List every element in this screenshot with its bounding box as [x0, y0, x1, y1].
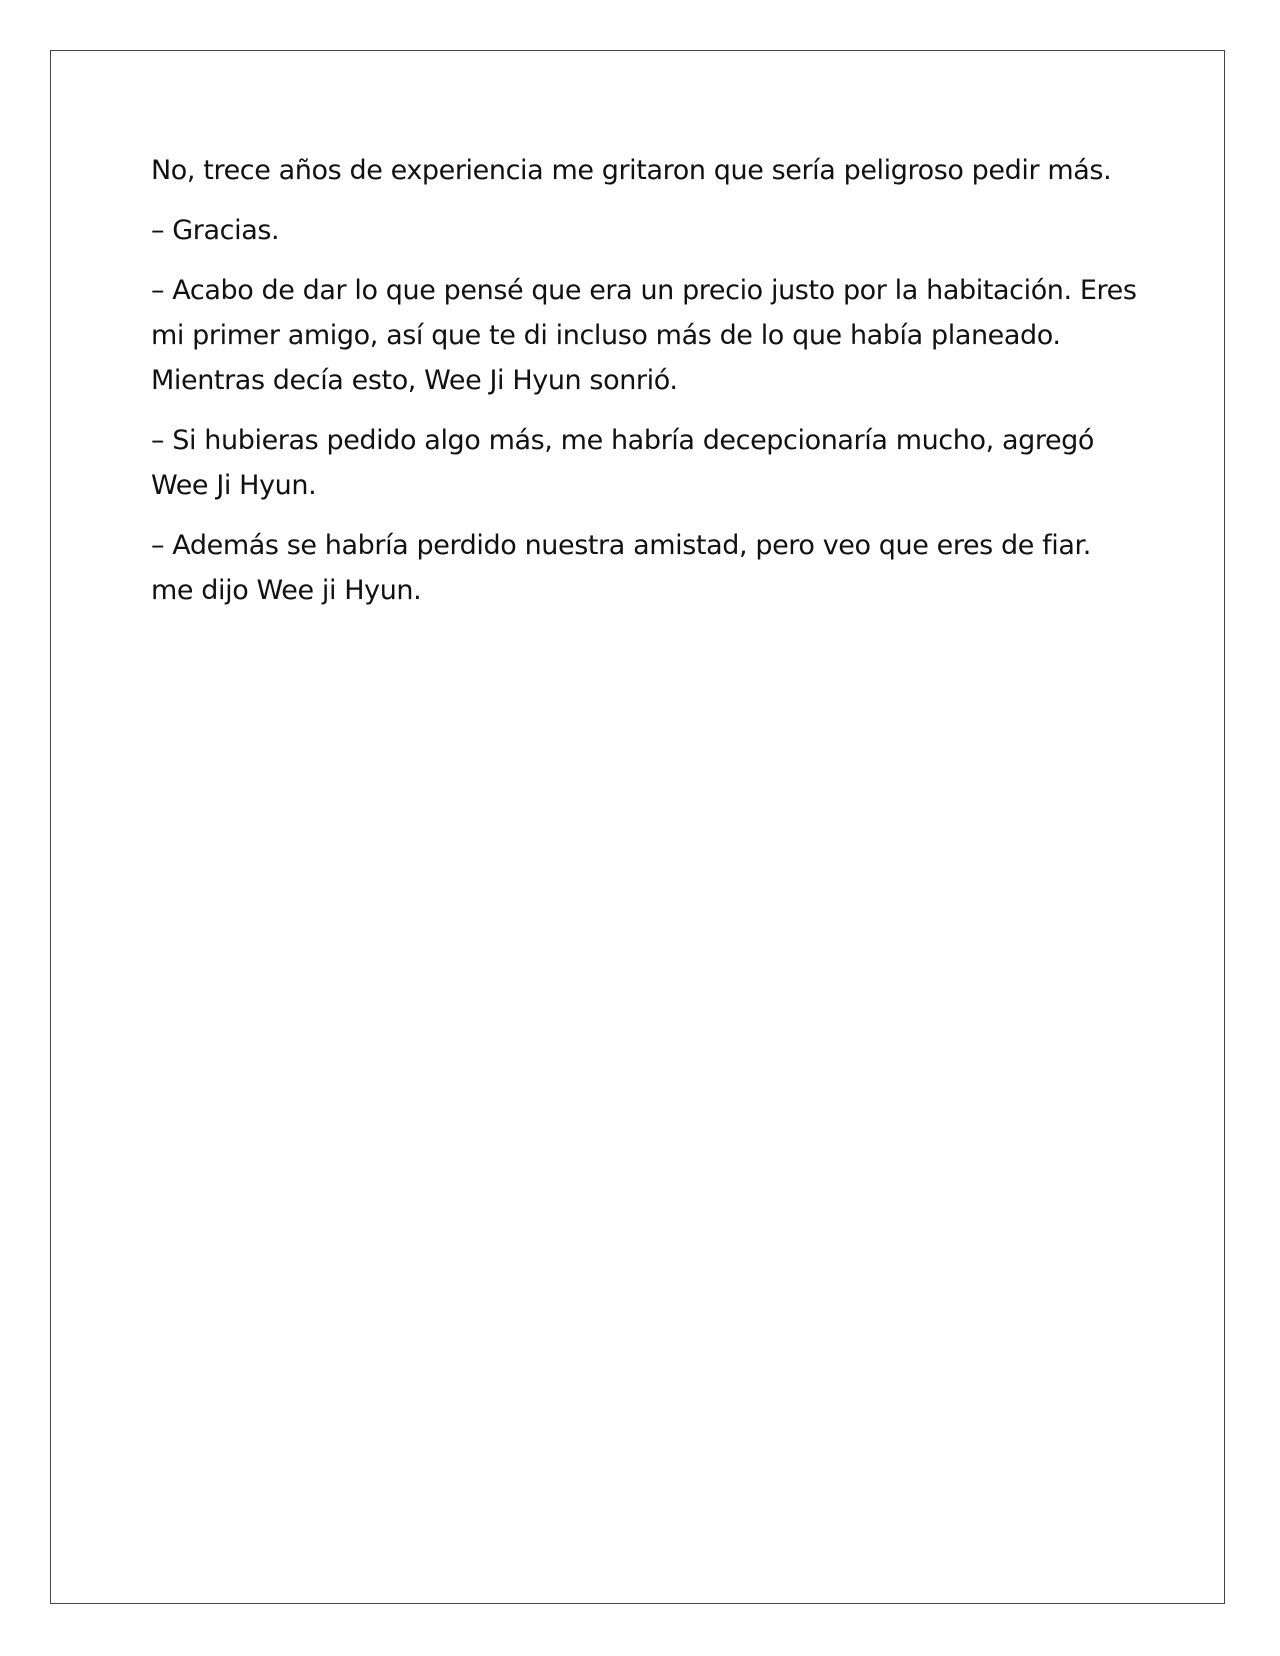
- paragraph-3: – Acabo de dar lo que pensé que era un precio justo por la habitación. Eres mi primer amigo, así que te di incluso más de lo que había planeado. Mientras decía esto, Wee Ji Hyun sonrió.: [151, 275, 1137, 396]
- paragraph-4: – Si hubieras pedido algo más, me habría decepcionaría mucho, agregó Wee Ji Hyun.: [151, 425, 1095, 501]
- document-body: [151, 148, 1141, 628]
- paragraph-1: No, trece años de experiencia me gritaron que sería peligroso pedir más.: [151, 155, 1112, 186]
- paragraph-5: – Además se habría perdido nuestra amistad, pero veo que eres de fiar. me dijo Wee ji Hyun.: [151, 530, 1091, 606]
- paragraph-2: – Gracias.: [151, 215, 280, 246]
